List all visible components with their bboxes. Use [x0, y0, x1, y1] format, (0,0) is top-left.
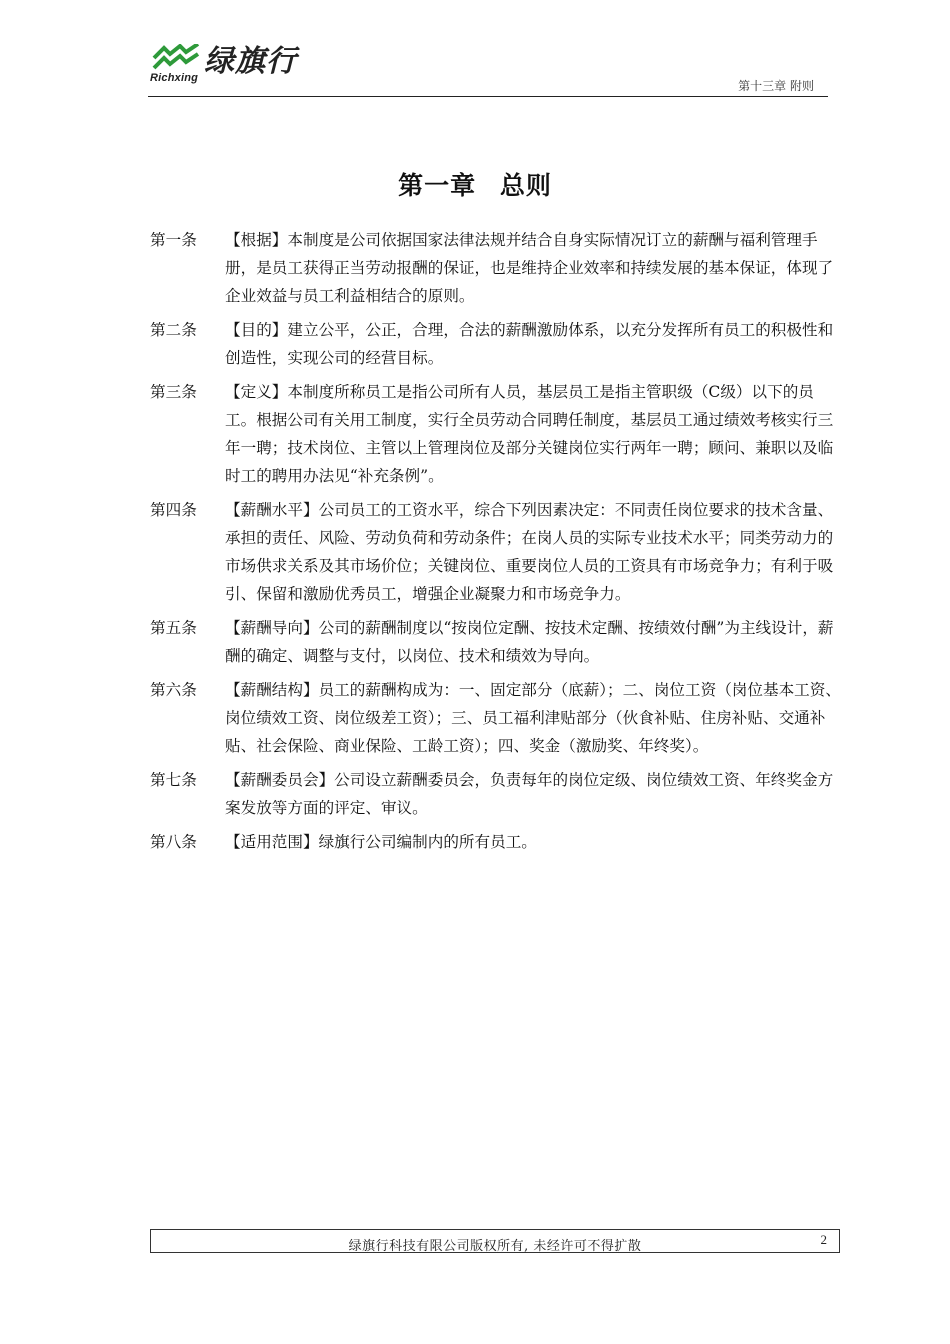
article-item: [150, 496, 842, 608]
article-item: [150, 828, 842, 856]
article-item: [150, 676, 842, 760]
article-item: [150, 226, 842, 310]
page-header: [148, 38, 828, 97]
article-text: 【薪酬结构】员工的薪酬构成为：一、固定部分（底薪）；二、岗位工资（岗位基本工资、岗位绩效工资、岗位级差工资）；三、员工福利津贴部分（伙食补贴、住房补贴、交通补贴、社会保险、商业保险、工龄工资）；四、奖金（激励奖、年终奖）。: [225, 681, 841, 755]
article-label: 第四条: [150, 501, 197, 519]
copyright-notice: 绿旗行科技有限公司版权所有, 未经许可不得扩散: [348, 1239, 642, 1254]
logo-chinese-text: 绿旗行: [204, 44, 297, 79]
article-label: 第六条: [150, 681, 197, 699]
article-label: 第三条: [150, 383, 197, 401]
article-list: [150, 226, 842, 862]
article-text: 【目的】建立公平，公正，合理，合法的薪酬激励体系，以充分发挥所有员工的积极性和创造性，实现公司的经营目标。: [225, 321, 834, 367]
article-item: [150, 378, 842, 490]
article-label: 第二条: [150, 321, 197, 339]
article-text: 【根据】本制度是公司依据国家法律法规并结合自身实际情况订立的薪酬与福利管理手册，是员工获得正当劳动报酬的保证，也是维持企业效率和持续发展的基本保证，体现了企业效益与员工利益相结合的原则。: [225, 231, 834, 305]
article-text: 【薪酬委员会】公司设立薪酬委员会，负责每年的岗位定级、岗位绩效工资、年终奖金方案发放等方面的评定、审议。: [225, 771, 834, 817]
article-label: 第八条: [150, 833, 197, 851]
article-label: 第五条: [150, 619, 197, 637]
article-text: 【薪酬导向】公司的薪酬制度以“按岗位定酬、按技术定酬、按绩效付酬”为主线设计，薪酬的确定、调整与支付，以岗位、技术和绩效为导向。: [225, 619, 834, 665]
logo-english-text: Richxing: [150, 72, 199, 84]
article-text: 【定义】本制度所称员工是指公司所有人员，基层员工是指主管职级（C级）以下的员工。根据公司有关用工制度，实行全员劳动合同聘任制度，基层员工通过绩效考核实行三年一聘；技术岗位、主管以上管理岗位及部分关键岗位实行两年一聘；顾问、兼职以及临时工的聘用办法见“补充条例”。: [225, 383, 834, 485]
chapter-reference: 第十三章 附则: [738, 79, 814, 93]
article-item: [150, 614, 842, 670]
article-item: [150, 766, 842, 822]
article-label: 第一条: [150, 231, 197, 249]
chapter-title: 第一章 总则: [398, 171, 552, 200]
article-item: [150, 316, 842, 372]
company-logo: [148, 38, 308, 92]
article-text: 【适用范围】绿旗行公司编制内的所有员工。: [225, 833, 537, 851]
page-number: 2: [820, 1232, 827, 1247]
article-text: 【薪酬水平】公司员工的工资水平，综合下列因素决定：不同责任岗位要求的技术含量、承担的责任、风险、劳动负荷和劳动条件；在岗人员的实际专业技术水平；同类劳动力的市场供求关系及其市场价位；关键岗位、重要岗位人员的工资具有市场竞争力；有利于吸引、保留和激励优秀员工，增强企业凝聚力和市场竞争力。: [225, 501, 834, 603]
logo-wave-icon: [152, 44, 200, 72]
page-footer: [150, 1229, 840, 1253]
article-label: 第七条: [150, 771, 197, 789]
